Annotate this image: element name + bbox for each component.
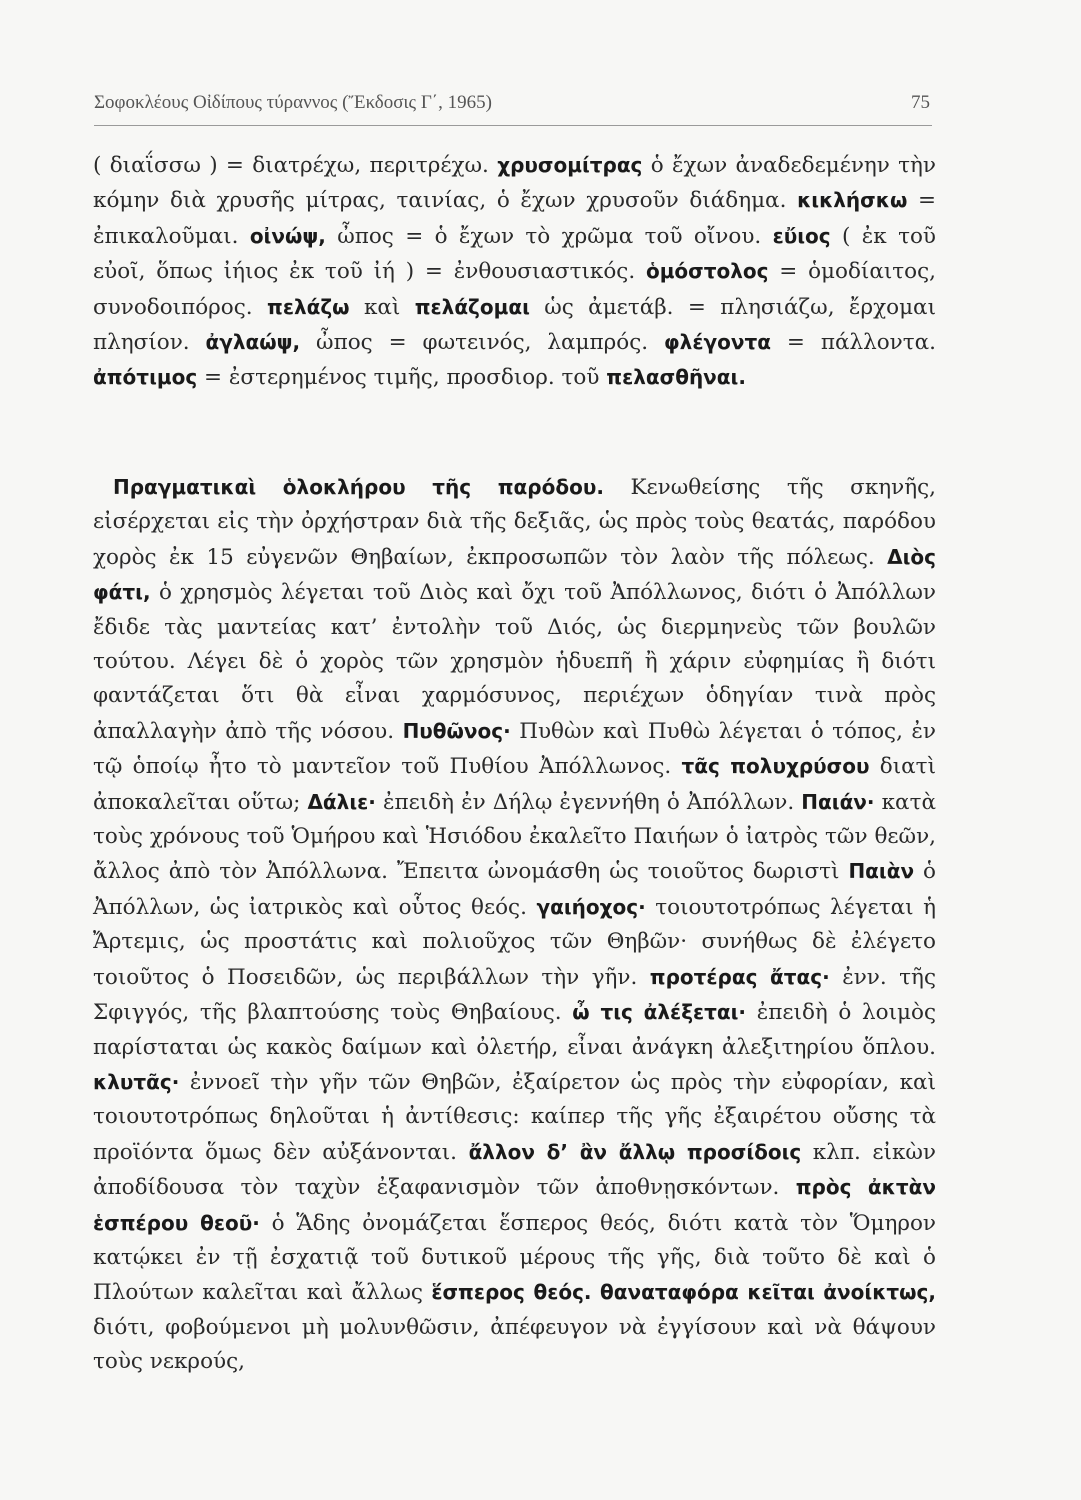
- lemma-term: χρυσομίτρας: [497, 153, 643, 177]
- body-text: ἐπειδὴ ὁ λοιμὸς παρίσταται ὡς κακὸς δαίμων καὶ ὀλετήρ, εἶναι ἀνάγκη ἀλεξιτηρίου ὅπλου.: [93, 1000, 937, 1060]
- body-text: = ἐπικαλοῦμαι.: [93, 188, 937, 249]
- body-text: καὶ: [349, 294, 415, 320]
- lemma-term: κλυτᾶς·: [93, 1069, 180, 1094]
- body-text: ὁ Ἅδης ὀνομάζεται ἕσπερος θεός, διότι κατὰ τὸν Ὅμηρον κατῴκει ἐν τῇ ἐσχατιᾷ τοῦ δυτικοῦ μέρους τῆς γῆς, διὰ τοῦτο δὲ καὶ ὁ Πλούτων καλεῖται καὶ ἄλλως: [93, 1210, 936, 1306]
- lemma-term: Δάλιε·: [307, 789, 376, 814]
- body-text: ἐνν. τῆς Σφιγγός, τῆς βλαπτούσης τοὺς Θηβαίους.: [93, 964, 936, 1026]
- body-text: [592, 1280, 600, 1305]
- body-text: διατὶ ἀποκαλεῖται οὕτω;: [93, 754, 936, 815]
- body-text: ὁ χρησμὸς λέγεται τοῦ Διὸς καὶ ὄχι τοῦ Ἀπόλλωνος, διότι ὁ Ἀπόλλων ἔδιδε τὰς μαντείας κατ’ ἐντολὴν τοῦ Διός, ὡς διερμηνεὺς τῶν βουλῶν τούτου. Λέγει δὲ ὁ χορὸς τῶν χρησμὸν ἡδυεπῆ ἢ χάριν εὐφημίας ἢ διότι φαντάζεται ὅτι θὰ εἶναι χαρμόσυνος, περιέχων ὁδηγίαν τινὰ πρὸς ἀπαλλαγὴν ἀπὸ τῆς νόσου.: [93, 580, 936, 744]
- lemma-term: πελασθῆναι.: [606, 365, 746, 390]
- running-header: [94, 92, 930, 114]
- lemma-term: οἰνώψ,: [249, 223, 326, 248]
- page-number: 75: [911, 92, 930, 113]
- lemma-term: πρὸς ἀκτὰν ἑσπέρου θεοῦ·: [93, 1175, 936, 1235]
- body-text: Πυθὼν καὶ Πυθὼ λέγεται ὁ τόπος, ἐν τῷ ὁποίῳ ἦτο τὸ μαντεῖον τοῦ Πυθίου Ἀπόλλωνος.: [93, 718, 936, 780]
- lemma-term: κικλήσκω: [797, 188, 908, 213]
- body-text: ( ἐκ τοῦ εὐοῖ, ὅπως ἰήιος ἐκ τοῦ ἰή ) = ἐνθουσιαστικός.: [93, 223, 936, 285]
- body-text: = ὁμοδίαιτος, συνοδοιπόρος.: [93, 259, 936, 320]
- body-text: ἐπειδὴ ἐν Δήλῳ ἐγεννήθη ὁ Ἀπόλλων.: [375, 789, 802, 815]
- lemma-term: Διὸς φάτι,: [93, 544, 936, 605]
- lemma-term: πελάζω: [267, 294, 350, 319]
- lemma-term: ἀγλαώψ,: [205, 330, 301, 355]
- lemma-term: ἀπότιμος: [93, 365, 198, 390]
- body-text: ὦπος = φωτεινός, λαμπρός.: [300, 330, 665, 356]
- body-text: κλπ. εἰκὼν ἀποδίδουσα τὸν ταχὺν ἐξαφανισμὸν τῶν ἀποθνῃσκόντων.: [93, 1139, 937, 1201]
- lemma-term: Πραγματικαὶ ὁλοκλήρου τῆς παρόδου.: [113, 475, 604, 499]
- lemma-term: ὁμόστολος: [645, 259, 769, 284]
- lemma-term: ὦ τις ἀλέξεται·: [572, 1000, 747, 1025]
- lemma-term: εὔιος: [772, 223, 831, 248]
- body-text: διότι, φοβούμενοι μὴ μολυνθῶσιν, ἀπέφευγον νὰ ἐγγίσουν καὶ νὰ θάψουν τοὺς νεκρούς,: [93, 1314, 936, 1375]
- running-title: Σοφοκλέους Οἰδίπους τύραννος (Ἔκδοσις Γ΄, 1965): [94, 92, 492, 113]
- lemma-term: πελάζομαι: [414, 294, 530, 319]
- header-rule: [94, 125, 932, 126]
- lemma-term: ἕσπερος θεός.: [431, 1280, 592, 1305]
- body-text: = πάλλοντα.: [770, 330, 936, 356]
- lemma-term: Πυθῶνος·: [402, 718, 511, 743]
- body-text: ὦπος = ὁ ἔχων τὸ χρῶμα τοῦ οἴνου.: [325, 223, 773, 249]
- body-text: τοιουτοτρόπως λέγεται ἡ Ἄρτεμις, ὡς προστάτις καὶ πολιοῦχος τῶν Θηβῶν· συνήθως δὲ ἐλέγετο τοιοῦτος ὁ Ποσειδῶν, ὡς περιβάλλων τὴν γῆν.: [93, 894, 936, 990]
- body-text: ὡς ἀμετάβ. = πλησιάζω, ἔρχομαι πλησίον.: [93, 294, 936, 356]
- lemma-term: ἄλλον δ’ ἂν ἄλλῳ προσίδοις: [468, 1139, 802, 1164]
- body-text: κατὰ τοὺς χρόνους τοῦ Ὁμήρου καὶ Ἡσιόδου ἐκαλεῖτο Παιήων ὁ ἰατρὸς τῶν θεῶν, ἄλλος ἀπὸ τὸν Ἀπόλλωνα. Ἔπειτα ὠνομάσθη ὡς τοιοῦτος δωριστὶ: [93, 789, 936, 885]
- body-text: ἐννοεῖ τὴν γῆν τῶν Θηβῶν, ἐξαίρετον ὡς πρὸς τὴν εὐφορίαν, καὶ τοιουτοτρόπως δηλοῦται ἡ ἀντίθεσις: καίπερ τῆς γῆς ἐξαιρέτου οὔσης τὰ προϊόντα ὅμως δὲν αὐξάνονται.: [93, 1069, 936, 1165]
- body-text: ὁ ἔχων ἀναδεδεμένην τὴν κόμην διὰ χρυσῆς μίτρας, ταινίας, ὁ ἔχων χρυσοῦν διάδημα.: [93, 153, 936, 214]
- body-text: = ἐστερημένος τιμῆς, προσδιορ. τοῦ: [197, 365, 607, 391]
- lemma-term: Παιάν·: [801, 789, 875, 814]
- body-text: ( διαΐσσω ) = διατρέχω, περιτρέχω.: [93, 153, 498, 178]
- commentary-paragraph: [93, 470, 936, 1380]
- lemma-term: φλέγοντα: [664, 330, 771, 355]
- lemma-term: Παιὰν: [848, 859, 915, 884]
- lemma-term: γαιήοχος·: [536, 894, 646, 919]
- lemma-term: θαναταφόρα κεῖται ἀνοίκτως,: [599, 1280, 937, 1305]
- body-text: Κενωθείσης τῆς σκηνῆς, εἰσέρχεται εἰς τὴν ὀρχήστραν διὰ τῆς δεξιᾶς, ὡς πρὸς τοὺς θεατάς, παρόδου χορὸς ἐκ 15 εὐγενῶν Θηβαίων, ἐκπροσωπῶν τὸν λαὸν τῆς πόλεως.: [93, 475, 936, 570]
- lemma-term: τᾶς πολυχρύσου: [681, 754, 870, 779]
- lemma-term: προτέρας ἄτας·: [649, 964, 830, 989]
- glossary-paragraph: [93, 148, 936, 396]
- body-text: ὁ Ἀπόλλων, ὡς ἰατρικὸς καὶ οὗτος θεός.: [93, 859, 936, 920]
